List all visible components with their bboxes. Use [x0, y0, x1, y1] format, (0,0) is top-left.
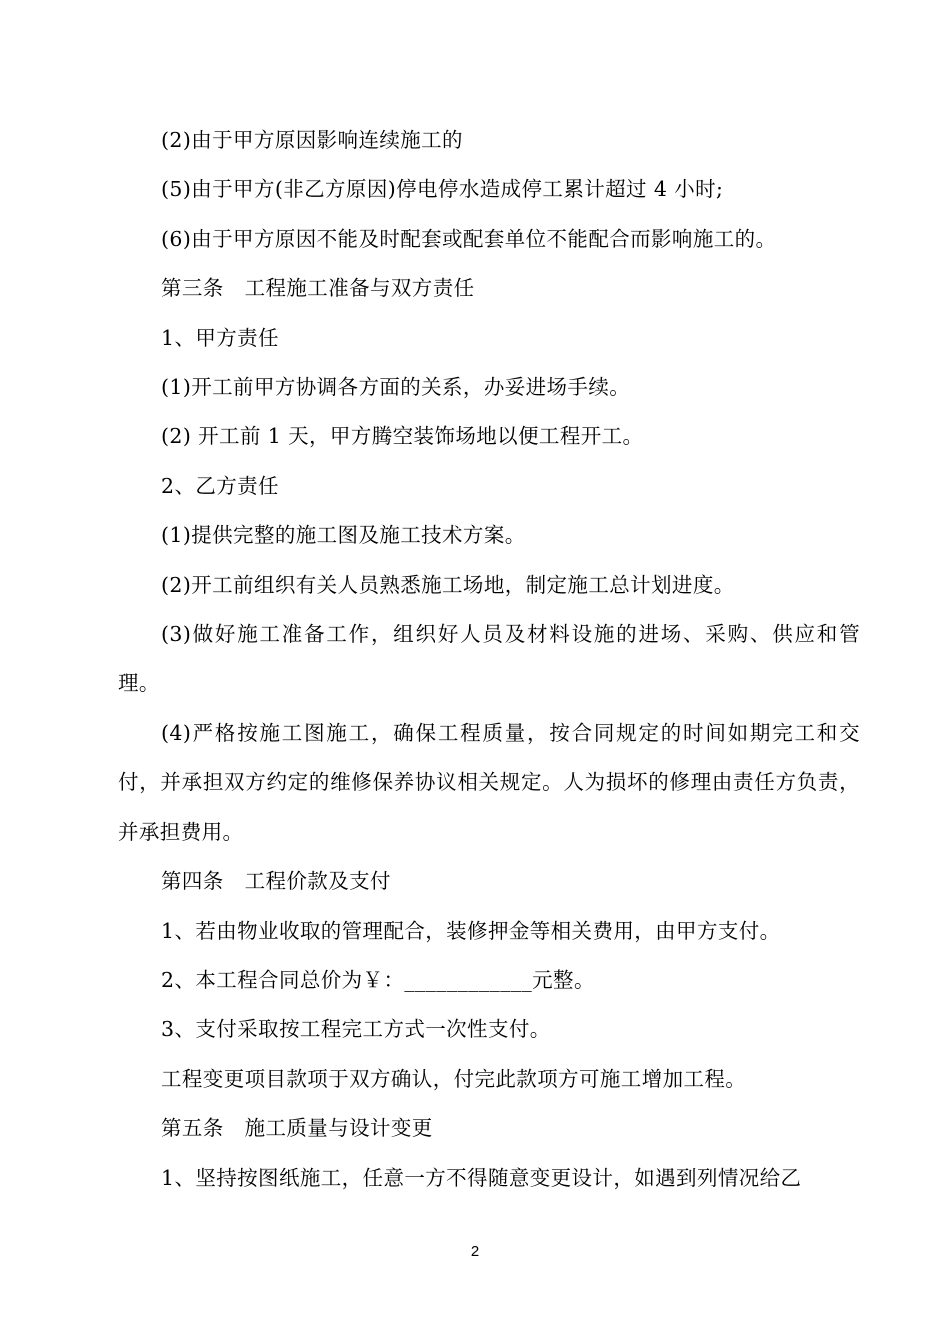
- paragraph: (1)开工前甲方协调各方面的关系，办妥进场手续。: [161, 375, 631, 400]
- paragraph: 1、坚持按图纸施工，任意一方不得随意变更设计，如遇到列情况给乙: [161, 1165, 802, 1190]
- paragraph: 3、支付采取按工程完工方式一次性支付。: [161, 1017, 551, 1042]
- paragraph: 2、本工程合同总价为￥：____________元整。: [161, 967, 595, 992]
- section-heading: 第五条 施工质量与设计变更: [161, 1116, 433, 1141]
- paragraph: (3)做好施工准备工作，组织好人员及材料设施的进场、采购、供应和管理。: [118, 622, 860, 696]
- paragraph: 1、若由物业收取的管理配合，装修押金等相关费用，由甲方支付。: [161, 918, 781, 943]
- paragraph: (5)由于甲方(非乙方原因)停电停水造成停工累计超过 4 小时;: [161, 177, 724, 202]
- document-body: [118, 116, 860, 1203]
- paragraph: (4)严格按施工图施工，确保工程质量，按合同规定的时间如期完工和交付，并承担双方约定的维修保养协议相关规定。人为损坏的修理由责任方负责，并承担费用。: [118, 720, 860, 844]
- paragraph: (6)由于甲方原因不能及时配套或配套单位不能配合而影响施工的。: [161, 226, 777, 251]
- section-heading: 第三条 工程施工准备与双方责任: [161, 276, 475, 301]
- section-heading: 第四条 工程价款及支付: [161, 869, 391, 894]
- paragraph: 工程变更项目款项于双方确认，付完此款项方可施工增加工程。: [161, 1066, 747, 1091]
- paragraph: (1)提供完整的施工图及施工技术方案。: [161, 523, 526, 548]
- page-number: 2: [470, 1243, 480, 1260]
- paragraph: (2) 开工前 1 天，甲方腾空装饰场地以便工程开工。: [161, 424, 644, 449]
- subsection-heading: 2、乙方责任: [161, 473, 279, 498]
- subsection-heading: 1、甲方责任: [161, 325, 279, 350]
- paragraph: (2)由于甲方原因影响连续施工的: [161, 128, 463, 152]
- paragraph: (2)开工前组织有关人员熟悉施工场地，制定施工总计划进度。: [161, 572, 735, 597]
